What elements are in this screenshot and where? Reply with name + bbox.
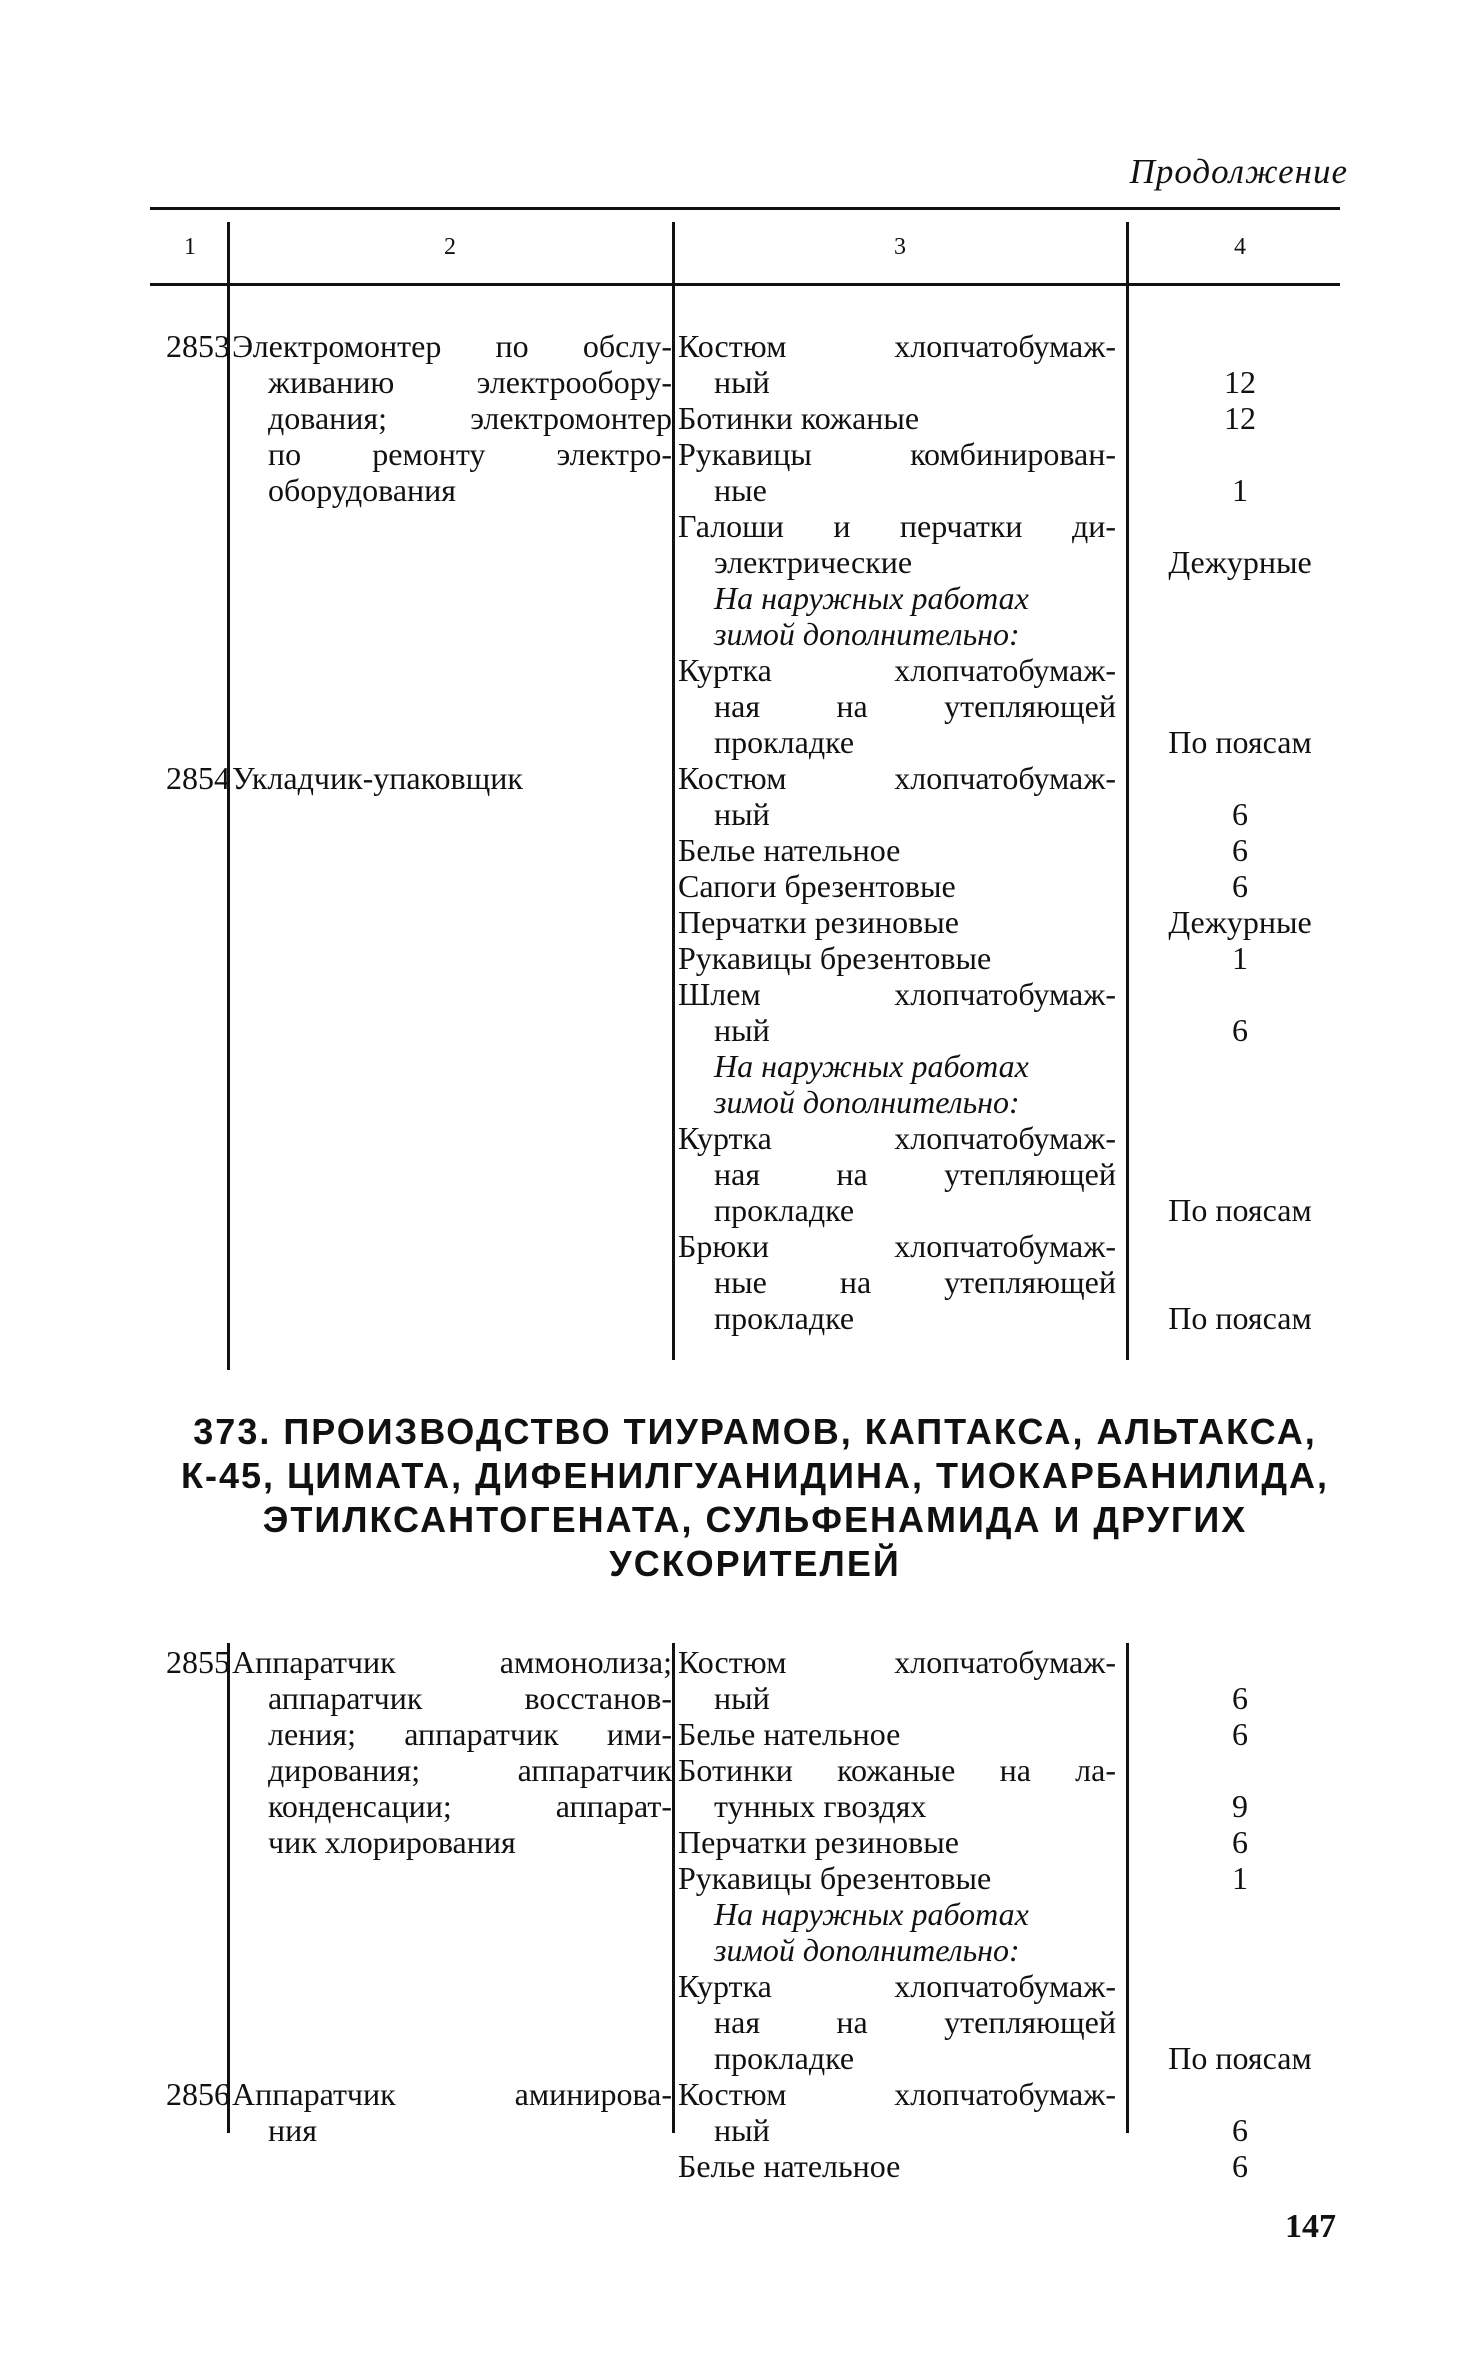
entry-code: 2855 — [166, 1644, 230, 1680]
profession-name: Электромонтер по обслу- живанию электрообору- дования; электромонтер по ремонту электро- оборудования — [232, 328, 672, 508]
table-top-rule — [150, 207, 1340, 210]
column-number-4: 4 — [1234, 234, 1246, 260]
table-header-rule — [150, 283, 1340, 286]
item-list: Костюм хлопчатобумаж- ный Белье нательное Ботинки кожаные на ла- тунных гвоздях Перчатки резиновые Рукавицы брезентовые На наружных работах зимой дополнительно: Куртка хлопчатобумаж- ная на утепляющей прокладке Костюм хлопчатобумаж- ный Белье нательное — [678, 1644, 1116, 2184]
table-block-1 — [0, 328, 1476, 1368]
section-title: 373. ПРОИЗВОДСТВО ТИУРАМОВ, КАПТАКСА, АЛЬТАКСА, К-45, ЦИМАТА, ДИФЕНИЛГУАНИДИНА, ТИОКАРБАНИЛИДА, ЭТИЛКСАНТОГЕНАТА, СУЛЬФЕНАМИДА И ДРУГИХ УСКОРИТЕЛЕЙ — [181, 1411, 1329, 1584]
column-number-3: 3 — [894, 234, 906, 260]
profession-name: Аппаратчик аммонолиза; аппаратчик восстанов- ления; аппаратчик ими- дирования; аппаратчик конденсации; аппарат- чик хлорирования — [232, 1644, 672, 1860]
entry-code: 2853 — [166, 328, 230, 364]
continuation-label: Продолжение — [1129, 152, 1348, 191]
item-list: Костюм хлопчатобумаж- ный Ботинки кожаные Рукавицы комбинирован- ные Галоши и перчатки ди- электрические На наружных работах зимой дополнительно: Куртка хлопчатобумаж- ная на утепляющей прокладке Костюм хлопчатобумаж- ный Белье нательное Сапоги брезентовые Перчатки резиновые Рукавицы брезентовые Шлем хлопчатобумаж- ный На наружных работах зимой дополнительно: Куртка хлопчатобумаж- ная на утепляющей прокладке Брюки хлопчатобумаж- ные на утепляющей прокладке — [678, 328, 1116, 1336]
norm-values: 6 6 9 6 1 По поясам 6 6 — [1168, 1680, 1312, 2184]
norm-values: 12 12 1 Дежурные По поясам 6 6 6 Дежурные 1 6 По поясам По поясам — [1168, 364, 1312, 1336]
profession-name: Укладчик-упаковщик — [232, 760, 523, 796]
entry-code: 2856 — [166, 2076, 230, 2112]
entry-code: 2854 — [166, 760, 230, 796]
column-number-1: 1 — [184, 234, 196, 260]
table-block-2 — [0, 1644, 1476, 2184]
column-number-2: 2 — [444, 234, 456, 260]
page-number: 147 — [1285, 2208, 1336, 2245]
profession-name: Аппаратчик аминирова- ния — [232, 2076, 672, 2148]
